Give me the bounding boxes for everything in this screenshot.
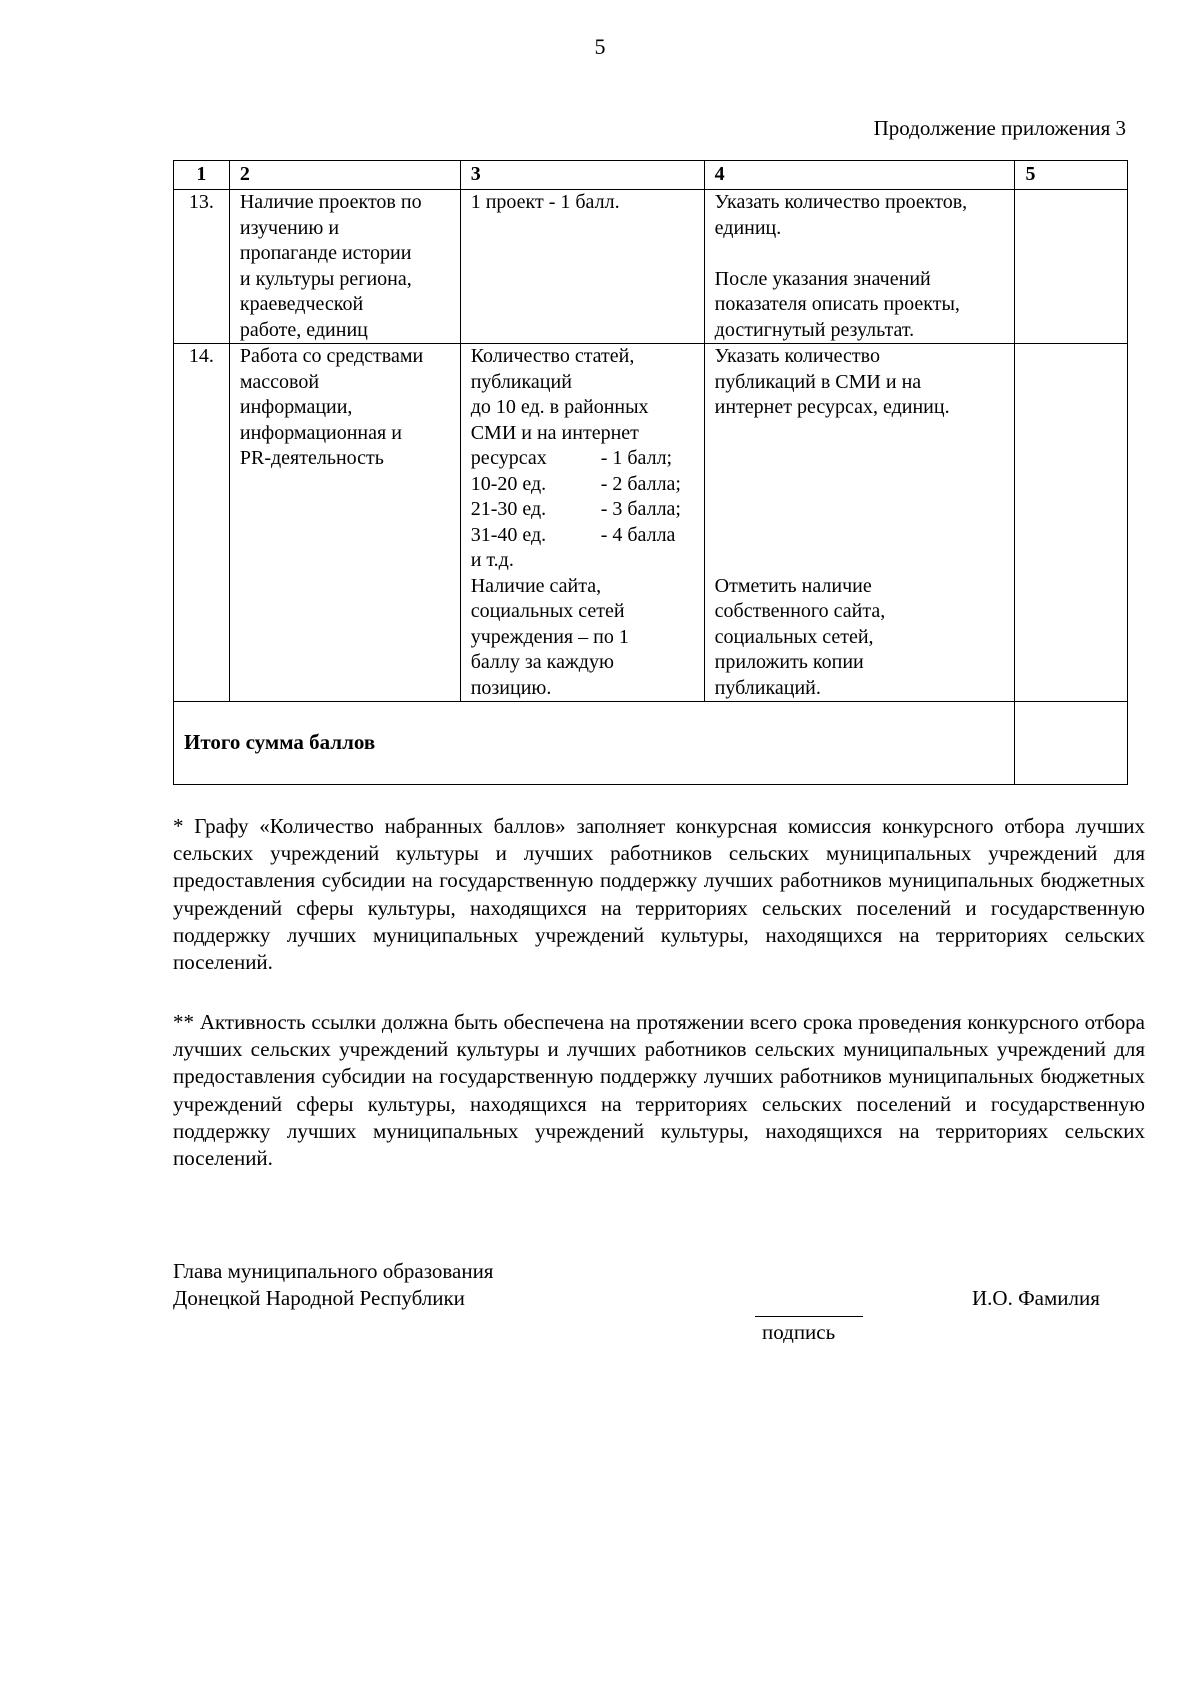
text-line: социальных сетей	[470, 600, 625, 622]
points-range: 10-20 ед.	[470, 472, 547, 495]
text-line: информационная и	[239, 421, 402, 444]
signature-line	[755, 1316, 863, 1317]
points-row	[471, 523, 686, 549]
score-cell	[1015, 190, 1128, 344]
text-line: Наличие сайта,	[470, 574, 602, 597]
header-cell: 4	[704, 161, 1015, 190]
text-line: СМИ и на интернет	[470, 421, 639, 444]
text-line: до 10 ед. в районных	[470, 396, 649, 418]
points-range: 21-30 ед.	[470, 498, 547, 520]
signature-caption: подпись	[762, 1320, 836, 1344]
scoring-cell	[460, 344, 704, 702]
points-value: - 1 балл;	[600, 447, 673, 469]
header-cell: 3	[460, 161, 704, 190]
text-line: изучению и	[239, 216, 340, 239]
text-line: социальных сетей,	[714, 625, 874, 648]
text-line: публикаций.	[714, 676, 821, 699]
scoring-cell	[460, 190, 704, 344]
points-value: - 4 балла	[600, 523, 676, 546]
text-line: Отметить наличие	[714, 574, 872, 597]
points-value: - 3 балла;	[600, 498, 681, 520]
text-line: краеведческой	[239, 293, 364, 315]
text-line: информации,	[239, 396, 353, 418]
total-label: Итого сумма баллов	[174, 702, 1015, 785]
text-line: собственного сайта,	[714, 600, 886, 622]
criterion-cell	[229, 190, 460, 344]
footnote-2: ** Активность ссылки должна быть обеспечена на протяжении всего срока проведения конкурсного отбора лучших сельских учреждений культуры и лучших работников сельских муниципальных учреждений для предоставления субсидии на государственную поддержку лучших работников муниципальных бюджетных учреждений сферы культуры, находящихся на территориях сельских поселений и государственную поддержку лучших муниципальных учреждений культуры, находящихся на территориях сельских поселений.	[173, 1010, 1145, 1171]
text-line: позицию.	[470, 676, 552, 699]
text-line: Указать количество	[714, 345, 880, 367]
text-line: баллу за каждую	[470, 651, 614, 673]
points-row	[471, 472, 686, 498]
text-line: массовой	[239, 370, 320, 393]
text-line: и т.д.	[470, 549, 514, 571]
row-number: 14.	[174, 344, 230, 702]
text-line: достигнутый результат.	[714, 318, 915, 341]
table-row	[174, 344, 1128, 702]
header-cell: 5	[1015, 161, 1128, 190]
row-number: 13.	[174, 190, 230, 344]
points-range: ресурсах	[470, 447, 547, 469]
instructions-cell	[704, 344, 1015, 702]
table-header-row	[174, 161, 1128, 190]
text-line: PR-деятельность	[239, 447, 384, 469]
text-line: и культуры региона,	[239, 267, 412, 290]
header-cell: 2	[229, 161, 460, 190]
text-line: Работа со средствами	[239, 345, 424, 367]
header-cell: 1	[174, 161, 230, 190]
text-line: интернет ресурсах, единиц.	[714, 396, 950, 418]
total-value	[1015, 702, 1128, 785]
text-line: показателя описать проекты,	[714, 293, 960, 315]
text-line: пропаганде истории	[239, 242, 412, 264]
signatory-title	[173, 1258, 493, 1312]
table-row	[174, 190, 1128, 344]
text-line: Наличие проектов по	[239, 191, 422, 213]
text-line: учреждения – по 1	[470, 625, 629, 648]
total-row	[174, 702, 1128, 785]
points-value: - 2 балла;	[600, 472, 681, 495]
signatory-title-line: Донецкой Народной Республики	[173, 1286, 465, 1310]
points-row	[471, 446, 686, 472]
text-line: приложить копии	[714, 651, 864, 673]
text-line: После указания значений	[714, 267, 931, 290]
text-line: Количество статей,	[470, 345, 635, 367]
text-line: 1 проект - 1 балл.	[470, 191, 620, 213]
points-row	[471, 497, 686, 523]
footnote-1: * Графу «Количество набранных баллов» заполняет конкурсная комиссия конкурсного отбора лучших сельских учреждений культуры и лучших работников сельских муниципальных учреждений для предоставления субсидии на государственную поддержку лучших работников муниципальных бюджетных учреждений сферы культуры, находящихся на территориях сельских поселений и государственную поддержку лучших муниципальных учреждений культуры, находящихся на территориях сельских поселений.	[173, 814, 1145, 975]
instructions-cell	[704, 190, 1015, 344]
text-line: работе, единиц	[239, 318, 368, 341]
page-number: 5	[594, 34, 606, 59]
signatory-title-line: Глава муниципального образования	[173, 1259, 494, 1283]
text-line: публикаций в СМИ и на	[714, 370, 922, 393]
criterion-cell	[229, 344, 460, 702]
continuation-label: Продолжение приложения 3	[873, 116, 1126, 140]
score-cell	[1015, 344, 1128, 702]
signatory-name: И.О. Фамилия	[972, 1286, 1100, 1310]
criteria-table	[173, 160, 1128, 785]
text-line: публикаций	[470, 370, 572, 393]
text-line: Указать количество проектов,	[714, 191, 968, 213]
points-range: 31-40 ед.	[470, 523, 547, 546]
text-line: единиц.	[714, 216, 782, 239]
